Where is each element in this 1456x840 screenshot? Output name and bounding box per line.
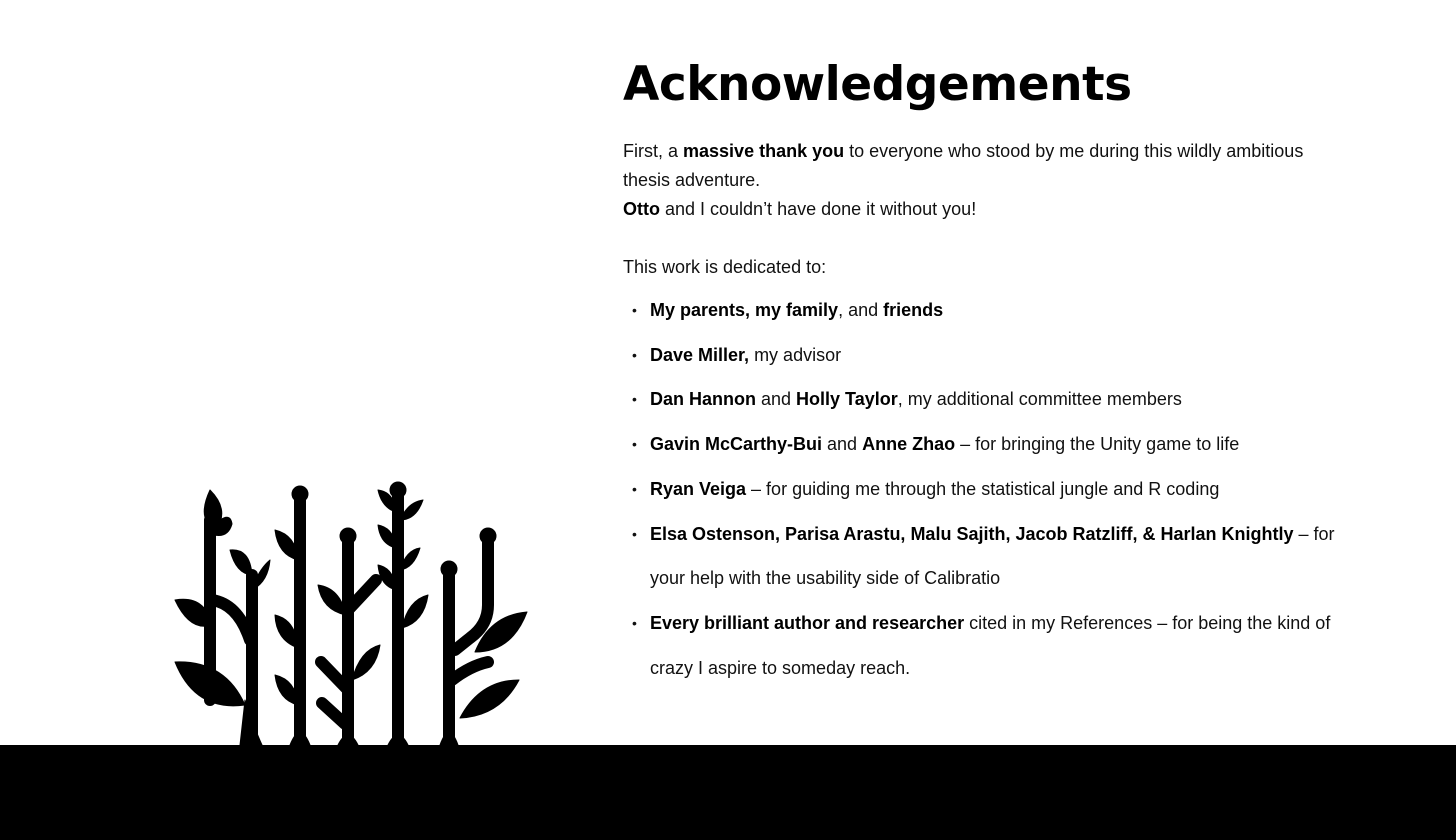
intro-paragraph (623, 137, 1343, 224)
list-item (623, 467, 1343, 512)
item-bold: Dave Miller, (650, 344, 750, 365)
item-bold: Holly Taylor (796, 389, 898, 410)
item-text: – for your help with the usability side of Calibratio (650, 523, 1335, 589)
list-item (623, 333, 1343, 378)
bullet-icon: • (632, 346, 637, 363)
bullet-icon: • (632, 436, 637, 453)
item-text: cited in my References – for being the kind of crazy I aspire to someday reach. (650, 612, 1331, 678)
page-title: Acknowledgements (623, 57, 1132, 112)
item-bold: Dan Hannon (650, 389, 756, 410)
plant-sprouts-icon (160, 470, 550, 760)
ground-band (0, 745, 1456, 840)
item-text: my advisor (749, 344, 842, 365)
list-item (623, 422, 1343, 467)
dedication-list (623, 288, 1343, 690)
item-text: and (756, 389, 797, 410)
intro-emphasis: massive thank you (683, 141, 845, 161)
item-bold: Gavin McCarthy-Bui (650, 434, 823, 455)
item-bold: Anne Zhao (862, 434, 956, 455)
item-bold: friends (883, 300, 944, 320)
list-item (623, 377, 1343, 422)
bullet-icon: • (632, 302, 637, 318)
item-text: , and (838, 300, 884, 320)
item-bold: Elsa Ostenson, Parisa Arastu, Malu Sajith, Jacob Ratzliff, & Harlan Knightly (650, 523, 1294, 544)
bullet-icon: • (632, 525, 637, 542)
intro-emphasis: Otto (623, 199, 660, 219)
item-text: , my additional committee members (897, 389, 1182, 410)
item-bold: My parents, my family (650, 300, 839, 320)
item-bold: Every brilliant author and researcher (650, 612, 965, 633)
bullet-icon: • (632, 480, 637, 497)
list-item (623, 512, 1343, 601)
dedication-heading: This work is dedicated to: (623, 257, 827, 277)
item-text: and (822, 434, 863, 455)
item-bold: Ryan Veiga (650, 478, 747, 499)
intro-text: First, a (623, 141, 684, 161)
bullet-icon: • (632, 614, 637, 631)
item-text: – for guiding me through the statistical jungle and R coding (746, 478, 1220, 499)
acknowledgements-content (623, 55, 1343, 690)
list-item (623, 601, 1343, 690)
bullet-icon: • (632, 391, 637, 408)
intro-text: to everyone who stood by me during this wildly ambitious thesis adventure. (623, 141, 1304, 190)
item-text: – for bringing the Unity game to life (955, 434, 1240, 455)
list-item (623, 288, 1343, 333)
intro-text: and I couldn’t have done it without you! (659, 199, 977, 219)
